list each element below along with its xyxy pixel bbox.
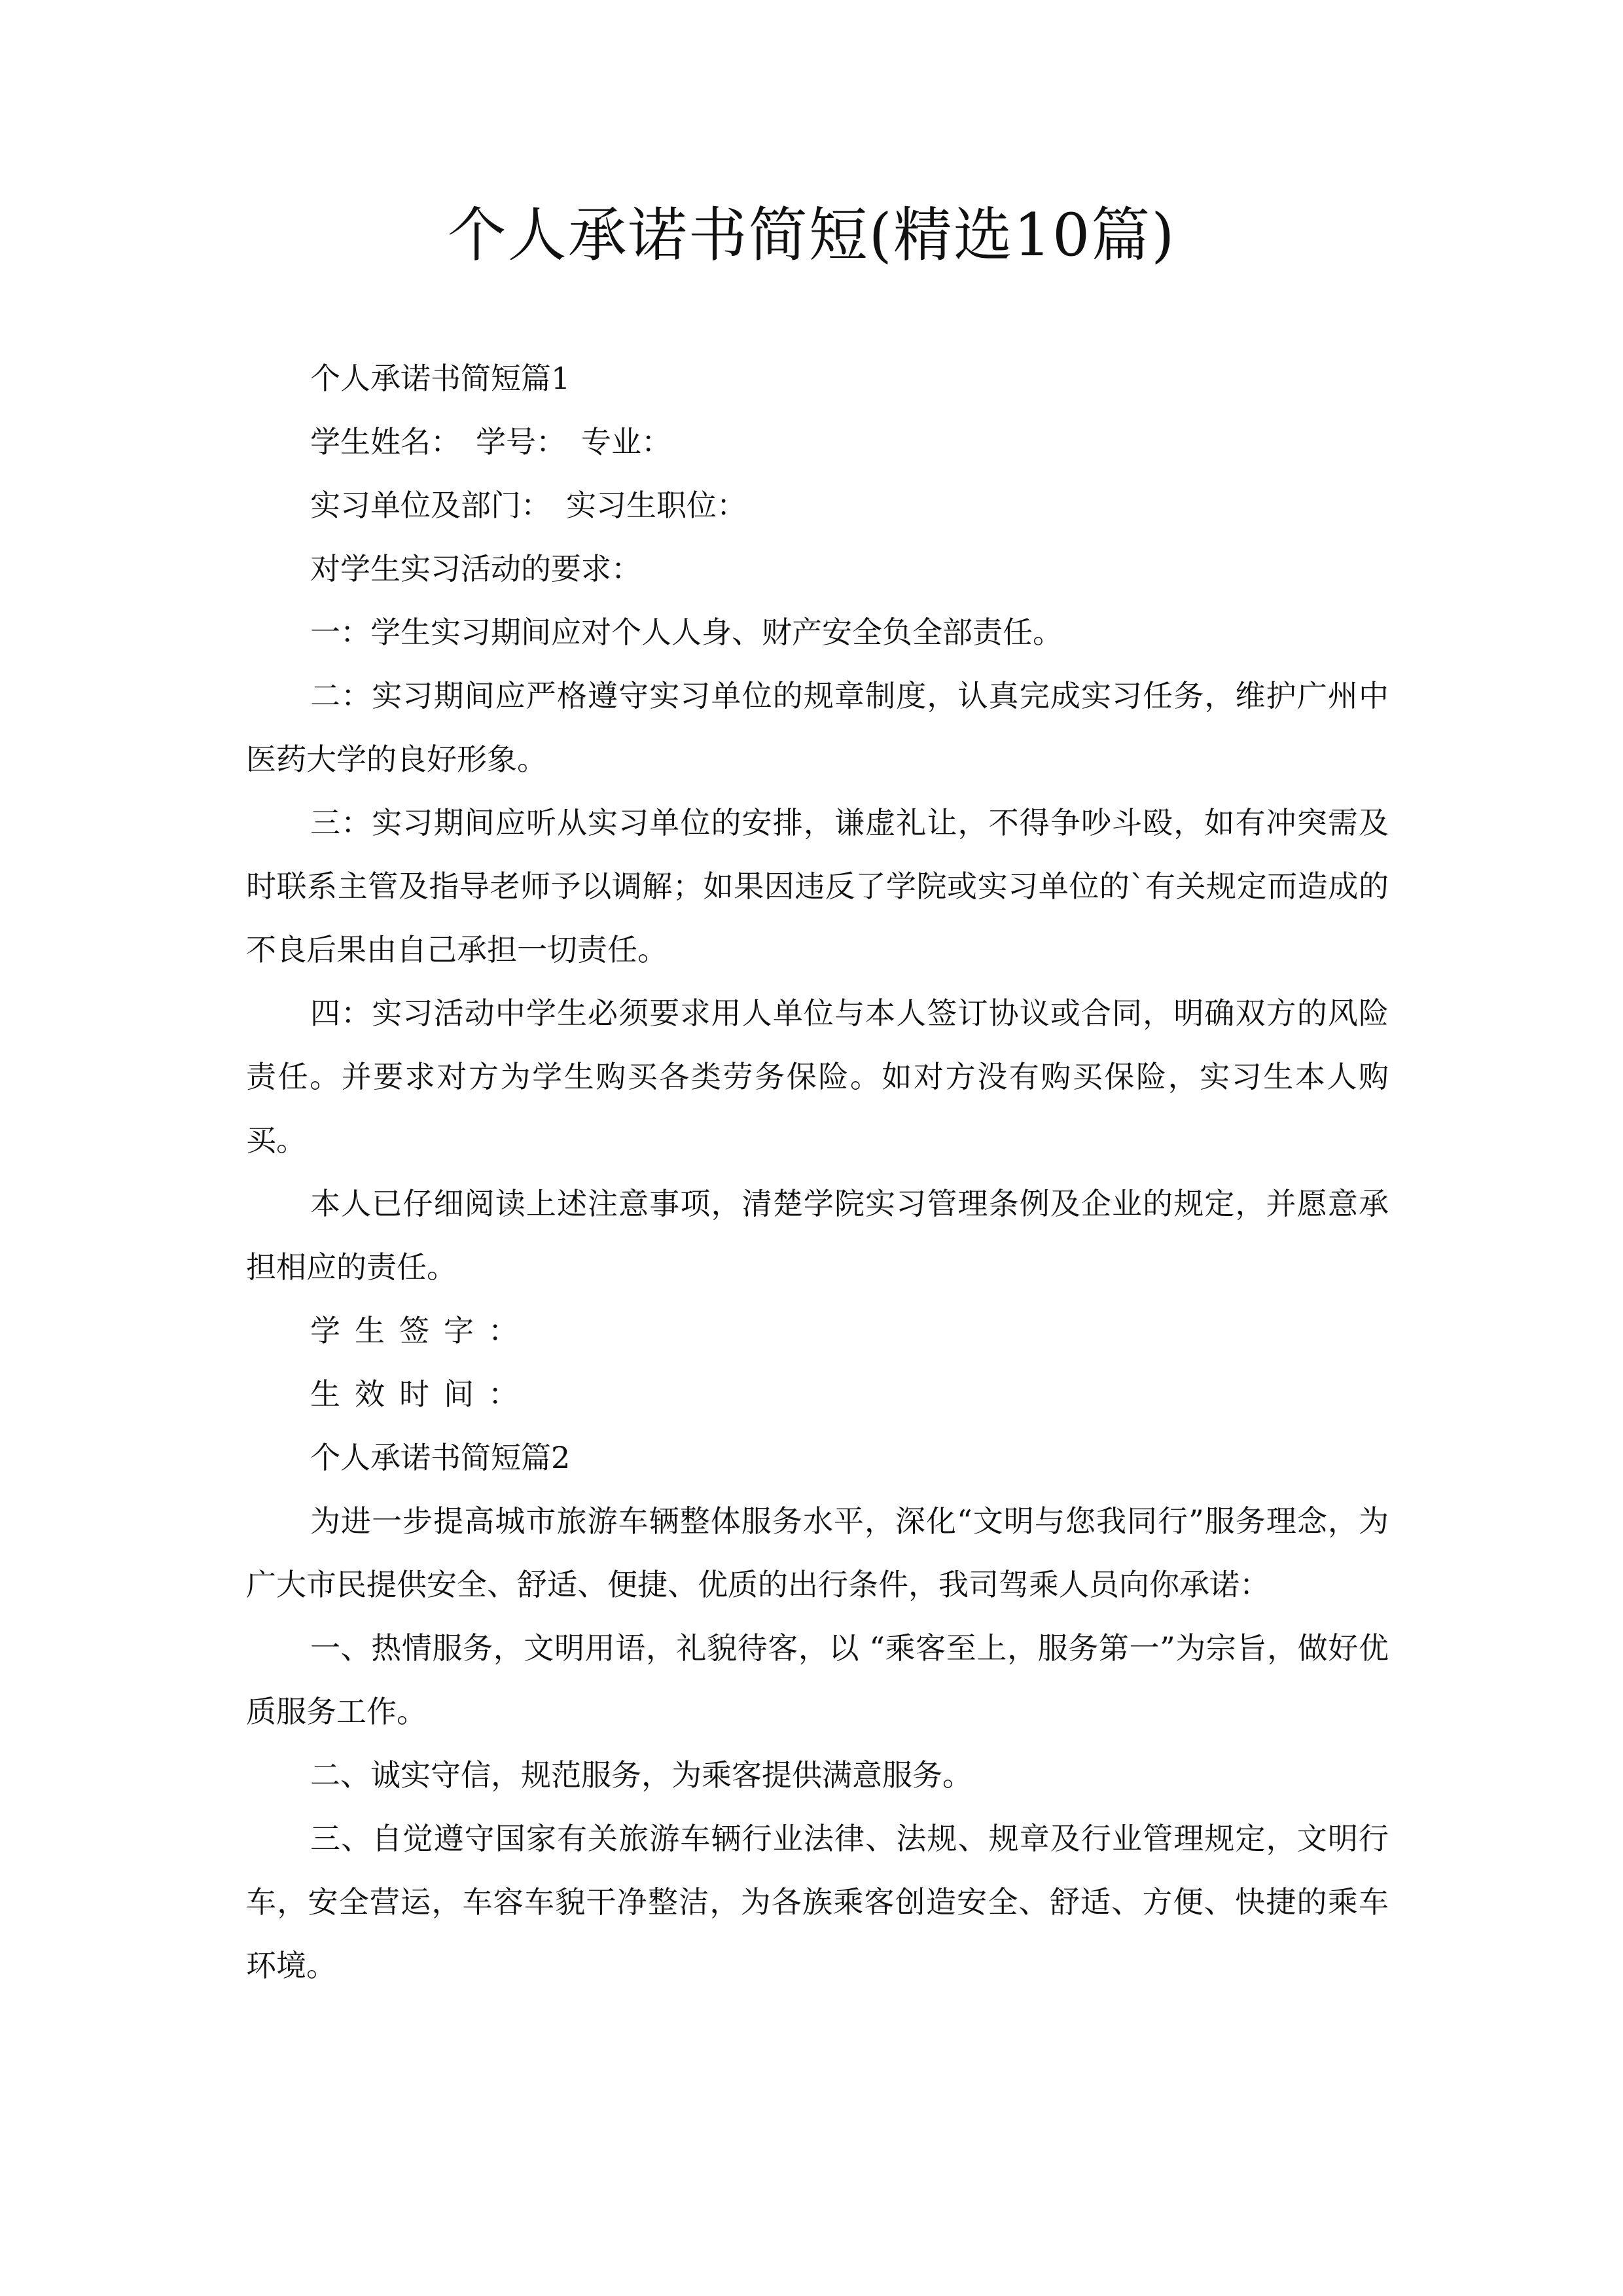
pledge-item-1: 一、热情服务，文明用语，礼貌待客，以 “乘客至上，服务第一”为宗旨，做好优质服务工作。 (246, 1630, 1389, 1729)
pledge-intro: 为进一步提高城市旅游车辆整体服务水平，深化“文明与您我同行”服务理念，为广大市民提供安全、舒适、便捷、优质的出行条件，我司驾乘人员向你承诺： (246, 1503, 1389, 1602)
document-body (246, 347, 1389, 1998)
requirements-heading: 对学生实习活动的要求： (310, 551, 641, 586)
requirement-2: 二：实习期间应严格遵守实习单位的规章制度，认真完成实习任务，维护广州中医药大学的良好形象。 (246, 678, 1389, 777)
effective-date-line: 生效时间： (310, 1376, 533, 1412)
requirement-3: 三：实习期间应听从实习单位的安排，谦虚礼让，不得争吵斗殴，如有冲突需及时联系主管及指导老师予以调解；如果因违反了学院或实习单位的`有关规定而造成的不良后果由自己承担一切责任。 (246, 805, 1389, 967)
pledge-item-3: 三、自觉遵守国家有关旅游车辆行业法律、法规、规章及行业管理规定，文明行车，安全营运，车容车貌干净整洁，为各族乘客创造安全、舒适、方便、快捷的乘车环境。 (246, 1821, 1389, 1983)
section-heading-1: 个人承诺书简短篇1 (310, 361, 571, 396)
requirement-4: 四：实习活动中学生必须要求用人单位与本人签订协议或合同，明确双方的风险责任。并要求对方为学生购买各类劳务保险。如对方没有购买保险，实习生本人购买。 (246, 996, 1389, 1158)
requirement-1: 一：学生实习期间应对个人人身、财产安全负全部责任。 (310, 615, 1063, 650)
student-signature-line: 学生签字： (310, 1313, 533, 1348)
student-info-line: 学生姓名： 学号： 专业： (310, 424, 671, 459)
document-title: 个人承诺书简短(精选10篇) (447, 201, 1176, 270)
section-heading-2: 个人承诺书简短篇2 (310, 1440, 571, 1475)
pledge-item-2: 二、诚实守信，规范服务，为乘客提供满意服务。 (310, 1757, 972, 1793)
acknowledgement: 本人已仔细阅读上述注意事项，清楚学院实习管理条例及企业的规定，并愿意承担相应的责任。 (246, 1186, 1389, 1285)
internship-unit-line: 实习单位及部门： 实习生职位： (310, 488, 747, 523)
